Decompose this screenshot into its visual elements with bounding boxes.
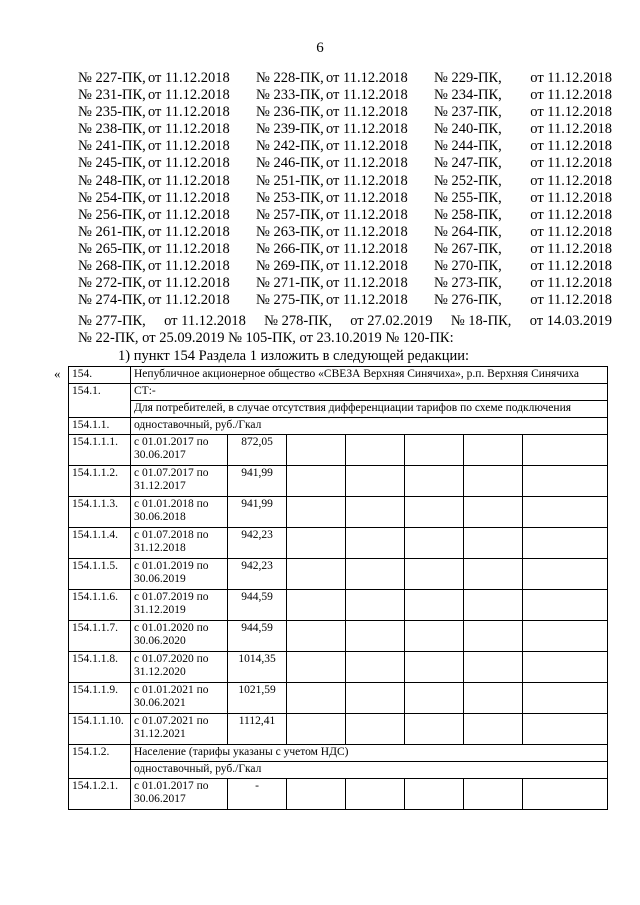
tariff-value: 942,23 — [228, 528, 287, 559]
decree-number: № 229-ПК, — [434, 70, 502, 86]
decree-date: от 11.12.2018 — [326, 275, 408, 292]
decree-number: № 18-ПК, — [450, 313, 512, 329]
empty-cell — [464, 683, 523, 714]
row-code: 154.1.2. — [69, 745, 131, 779]
decree-number: № 233-ПК, — [256, 87, 324, 104]
row-code: 154.1.1.3. — [69, 497, 131, 528]
tariff-value: - — [228, 779, 287, 810]
empty-cell — [346, 714, 405, 745]
decree-date: от 11.12.2018 — [530, 138, 612, 155]
decree-number: № 278-ПК, — [264, 313, 332, 329]
decree-number: № 258-ПК, — [434, 206, 502, 223]
decree-number: № 274-ПК, — [78, 292, 146, 309]
decree-date: от 11.12.2018 — [530, 87, 612, 104]
empty-cell — [287, 652, 346, 683]
table-row — [69, 779, 608, 810]
decree-date: от 11.12.2018 — [326, 240, 408, 257]
decree-date: от 11.12.2018 — [326, 258, 408, 275]
decree-date: от 11.12.2018 — [326, 223, 408, 240]
empty-cell — [464, 466, 523, 497]
decree-number: № 247-ПК, — [434, 155, 502, 172]
decree-date: от 27.02.2019 — [350, 313, 433, 329]
decree-date: от 11.12.2018 — [530, 104, 612, 121]
tariff-table — [68, 366, 608, 810]
decree-date: от 11.12.2018 — [326, 206, 408, 223]
tariff-value: 944,59 — [228, 621, 287, 652]
decree-list-tail-line-2: № 22-ПК, от 25.09.2019 № 105-ПК, от 23.10.2019 № 120-ПК: — [78, 330, 454, 346]
empty-cell — [405, 779, 464, 810]
decree-row — [78, 104, 612, 121]
decree-row — [78, 224, 612, 241]
decree-date: от 11.12.2018 — [530, 275, 612, 292]
empty-cell — [405, 559, 464, 590]
row-code: 154.1.1.8. — [69, 652, 131, 683]
decree-date: от 11.12.2018 — [530, 189, 612, 206]
empty-cell — [523, 528, 608, 559]
empty-cell — [523, 779, 608, 810]
empty-cell — [464, 590, 523, 621]
decree-date: от 11.12.2018 — [530, 121, 612, 138]
decree-number: № 253-ПК, — [256, 189, 324, 206]
decree-number: № 263-ПК, — [256, 223, 324, 240]
empty-cell — [464, 621, 523, 652]
decree-date: от 11.12.2018 — [530, 258, 612, 275]
table-row — [69, 528, 608, 559]
empty-cell — [287, 590, 346, 621]
table-row — [69, 559, 608, 590]
period-cell: с 01.01.2017 по 30.06.2017 — [131, 779, 228, 810]
decree-number: № 254-ПК, — [78, 189, 146, 206]
decree-date: от 11.12.2018 — [326, 138, 408, 155]
empty-cell — [346, 621, 405, 652]
empty-cell — [523, 652, 608, 683]
decree-date: от 14.03.2019 — [529, 313, 612, 329]
decree-date: от 11.12.2018 — [148, 172, 230, 189]
decree-number: № 241-ПК, — [78, 138, 146, 155]
decree-date: от 11.12.2018 — [148, 121, 230, 138]
period-cell: с 01.07.2019 по 31.12.2019 — [131, 590, 228, 621]
empty-cell — [464, 435, 523, 466]
decree-date: от 11.12.2018 — [148, 155, 230, 172]
period-cell: с 01.01.2017 по 30.06.2017 — [131, 435, 228, 466]
decree-date: от 11.12.2018 — [148, 138, 230, 155]
decree-date: от 11.12.2018 — [530, 206, 612, 223]
decree-number: № 269-ПК, — [256, 258, 324, 275]
amendment-instruction: 1) пункт 154 Раздела 1 изложить в следующей редакции: — [118, 348, 470, 364]
table-row — [69, 401, 608, 418]
decree-list — [78, 70, 612, 309]
decree-number: № 275-ПК, — [256, 292, 324, 309]
decree-row — [78, 258, 612, 275]
decree-row — [78, 292, 612, 309]
decree-number: № 277-ПК, — [78, 313, 146, 329]
empty-cell — [287, 435, 346, 466]
decree-date: от 11.12.2018 — [326, 189, 408, 206]
row-code: 154.1. — [69, 384, 131, 418]
decree-date: от 11.12.2018 — [148, 240, 230, 257]
decree-number: № 264-ПК, — [434, 223, 502, 240]
empty-cell — [346, 559, 405, 590]
empty-cell — [464, 779, 523, 810]
decree-date: от 11.12.2018 — [148, 206, 230, 223]
decree-date: от 11.12.2018 — [530, 223, 612, 240]
table-row — [69, 621, 608, 652]
decree-number: № 271-ПК, — [256, 275, 324, 292]
decree-date: от 11.12.2018 — [148, 87, 230, 104]
table-row — [69, 497, 608, 528]
table-row — [69, 435, 608, 466]
row-code: 154.1.1.10. — [69, 714, 131, 745]
decree-date: от 11.12.2018 — [530, 240, 612, 257]
empty-cell — [346, 435, 405, 466]
table-row — [69, 714, 608, 745]
decree-number: № 256-ПК, — [78, 206, 146, 223]
table-row — [69, 418, 608, 435]
empty-cell — [464, 714, 523, 745]
decree-row — [78, 173, 612, 190]
empty-cell — [405, 497, 464, 528]
empty-cell — [287, 497, 346, 528]
decree-date: от 11.12.2018 — [148, 70, 230, 86]
decree-number: № 235-ПК, — [78, 104, 146, 121]
empty-cell — [346, 779, 405, 810]
row-code: 154.1.1.9. — [69, 683, 131, 714]
empty-cell — [287, 621, 346, 652]
table-row — [69, 762, 608, 779]
decree-number: № 227-ПК, — [78, 70, 146, 86]
decree-number: № 267-ПК, — [434, 240, 502, 257]
decree-date: от 11.12.2018 — [326, 121, 408, 138]
decree-date: от 11.12.2018 — [326, 155, 408, 172]
tariff-value: 1021,59 — [228, 683, 287, 714]
period-cell: с 01.07.2017 по 31.12.2017 — [131, 466, 228, 497]
ct-label: СТ:- — [131, 384, 608, 401]
tariff-value: 941,99 — [228, 497, 287, 528]
page-number: 6 — [316, 40, 324, 56]
decree-row — [78, 241, 612, 258]
empty-cell — [523, 714, 608, 745]
empty-cell — [346, 652, 405, 683]
row-code: 154.1.1.5. — [69, 559, 131, 590]
empty-cell — [523, 590, 608, 621]
decree-date: от 11.12.2018 — [530, 70, 612, 86]
empty-cell — [523, 466, 608, 497]
row-code: 154.1.1. — [69, 418, 131, 435]
decree-date: от 11.12.2018 — [148, 275, 230, 292]
empty-cell — [523, 435, 608, 466]
table-row — [69, 384, 608, 401]
empty-cell — [464, 528, 523, 559]
row-code: 154.1.1.7. — [69, 621, 131, 652]
period-cell: с 01.07.2018 по 31.12.2018 — [131, 528, 228, 559]
period-cell: с 01.01.2020 по 30.06.2020 — [131, 621, 228, 652]
empty-cell — [405, 652, 464, 683]
empty-cell — [287, 528, 346, 559]
empty-cell — [405, 621, 464, 652]
row-code: 154.1.1.4. — [69, 528, 131, 559]
table-row — [69, 590, 608, 621]
decree-number: № 257-ПК, — [256, 206, 324, 223]
table-row — [69, 745, 608, 762]
empty-cell — [287, 559, 346, 590]
empty-cell — [346, 683, 405, 714]
empty-cell — [523, 683, 608, 714]
decree-number: № 261-ПК, — [78, 223, 146, 240]
decree-number: № 270-ПК, — [434, 258, 502, 275]
empty-cell — [405, 590, 464, 621]
empty-cell — [346, 590, 405, 621]
decree-date: от 11.12.2018 — [530, 155, 612, 172]
table-row — [69, 367, 608, 384]
decree-number: № 246-ПК, — [256, 155, 324, 172]
decree-number: № 239-ПК, — [256, 121, 324, 138]
tariff-value: 941,99 — [228, 466, 287, 497]
decree-number: № 266-ПК, — [256, 240, 324, 257]
decree-row — [78, 87, 612, 104]
decree-date: от 11.12.2018 — [148, 292, 230, 309]
tariff-value: 944,59 — [228, 590, 287, 621]
tariff-value: 872,05 — [228, 435, 287, 466]
empty-cell — [287, 779, 346, 810]
empty-cell — [287, 714, 346, 745]
decree-number: № 228-ПК, — [256, 70, 324, 86]
empty-cell — [346, 497, 405, 528]
decree-date: от 11.12.2018 — [148, 258, 230, 275]
empty-cell — [405, 683, 464, 714]
row-code: 154. — [69, 367, 131, 384]
row-code: 154.1.2.1. — [69, 779, 131, 810]
consumers-note: Для потребителей, в случае отсутствия дифференциации тарифов по схеме подключения — [131, 401, 608, 418]
period-cell: с 01.07.2021 по 31.12.2021 — [131, 714, 228, 745]
decree-number: № 242-ПК, — [256, 138, 324, 155]
decree-date: от 11.12.2018 — [326, 172, 408, 189]
empty-cell — [523, 559, 608, 590]
decree-number: № 273-ПК, — [434, 275, 502, 292]
decree-row — [78, 155, 612, 172]
decree-number: № 268-ПК, — [78, 258, 146, 275]
empty-cell — [405, 714, 464, 745]
decree-date: от 11.12.2018 — [326, 87, 408, 104]
decree-date: от 11.12.2018 — [530, 172, 612, 189]
empty-cell — [464, 497, 523, 528]
row-code: 154.1.1.2. — [69, 466, 131, 497]
decree-date: от 11.12.2018 — [326, 104, 408, 121]
decree-number: № 238-ПК, — [78, 121, 146, 138]
decree-number: № 265-ПК, — [78, 240, 146, 257]
decree-row — [78, 138, 612, 155]
period-cell: с 01.01.2021 по 30.06.2021 — [131, 683, 228, 714]
decree-number: № 234-ПК, — [434, 87, 502, 104]
empty-cell — [405, 466, 464, 497]
empty-cell — [287, 683, 346, 714]
decree-number: № 245-ПК, — [78, 155, 146, 172]
empty-cell — [464, 559, 523, 590]
row-code: 154.1.1.1. — [69, 435, 131, 466]
tariff-value: 942,23 — [228, 559, 287, 590]
decree-row — [78, 70, 612, 87]
empty-cell — [346, 466, 405, 497]
rate-type: одноставочный, руб./Гкал — [131, 418, 608, 435]
decree-number: № 251-ПК, — [256, 172, 324, 189]
decree-row — [78, 121, 612, 138]
population-label: Население (тарифы указаны с учетом НДС) — [131, 745, 608, 762]
decree-number: № 248-ПК, — [78, 172, 146, 189]
decree-number: № 231-ПК, — [78, 87, 146, 104]
table-row — [69, 652, 608, 683]
decree-number: № 276-ПК, — [434, 292, 502, 309]
decree-number: № 240-ПК, — [434, 121, 502, 138]
empty-cell — [346, 528, 405, 559]
decree-date: от 11.12.2018 — [148, 223, 230, 240]
decree-date: от 11.12.2018 — [326, 292, 408, 309]
period-cell: с 01.01.2019 по 30.06.2019 — [131, 559, 228, 590]
decree-row — [78, 275, 612, 292]
decree-number: № 252-ПК, — [434, 172, 502, 189]
empty-cell — [287, 466, 346, 497]
opening-quote: « — [54, 366, 61, 381]
decree-row — [78, 190, 612, 207]
decree-date: от 11.12.2018 — [530, 292, 612, 309]
table-row — [69, 466, 608, 497]
organization-name: Непубличное акционерное общество «СВЕЗА Верхняя Синячиха», р.п. Верхняя Синячиха — [131, 367, 608, 384]
decree-number: № 272-ПК, — [78, 275, 146, 292]
decree-number: № 244-ПК, — [434, 138, 502, 155]
decree-row — [78, 207, 612, 224]
decree-number: № 255-ПК, — [434, 189, 502, 206]
empty-cell — [464, 652, 523, 683]
decree-number: № 236-ПК, — [256, 104, 324, 121]
period-cell: с 01.01.2018 по 30.06.2018 — [131, 497, 228, 528]
decree-number: № 237-ПК, — [434, 104, 502, 121]
tariff-value: 1014,35 — [228, 652, 287, 683]
decree-date: от 11.12.2018 — [148, 189, 230, 206]
table-row — [69, 683, 608, 714]
rate-type: одноставочный, руб./Гкал — [131, 762, 608, 779]
empty-cell — [405, 435, 464, 466]
row-code: 154.1.1.6. — [69, 590, 131, 621]
tariff-value: 1112,41 — [228, 714, 287, 745]
decree-date: от 11.12.2018 — [326, 70, 408, 86]
decree-list-tail-line-1 — [78, 313, 612, 330]
decree-date: от 11.12.2018 — [148, 104, 230, 121]
decree-date: от 11.12.2018 — [164, 313, 246, 329]
empty-cell — [405, 528, 464, 559]
empty-cell — [523, 497, 608, 528]
empty-cell — [523, 621, 608, 652]
period-cell: с 01.07.2020 по 31.12.2020 — [131, 652, 228, 683]
